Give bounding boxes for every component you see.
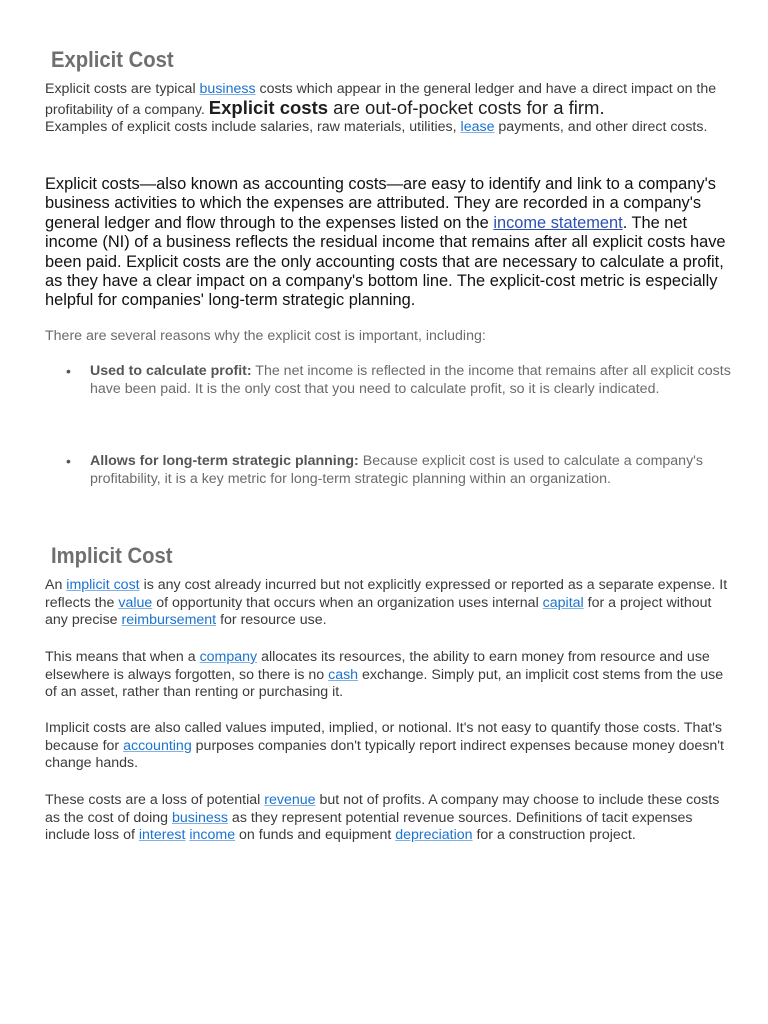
text-run: for resource use. <box>216 612 327 629</box>
link-cash[interactable]: cash <box>328 666 359 683</box>
implicit-revenue-paragraph <box>45 792 735 845</box>
link-revenue[interactable]: revenue <box>264 792 316 808</box>
explicit-intro-paragraph <box>45 81 735 137</box>
text-run: exchange. Simply put, an implicit cost stems from the use of an asset, rather than renting or purchasing it. <box>45 666 724 701</box>
link-depreciation[interactable]: depreciation <box>395 827 473 844</box>
bullet-text: Because explicit cost is used to calculate a company's profitability, it is a key metric for long-term strategic planning within an organization. <box>90 453 703 487</box>
text-run: but not of profits. A company may choose to include these costs as the cost of doing <box>45 792 720 826</box>
link-value[interactable]: value <box>118 594 153 611</box>
link-company[interactable]: company <box>199 649 258 665</box>
link-business[interactable]: business <box>199 81 256 97</box>
explicit-reasons-list-2 <box>45 453 735 488</box>
text-run: is any cost already incurred but not explicitly expressed or reported as a separate expense. It reflects the <box>45 577 728 611</box>
bullet-title: Allows for long-term strategic planning: <box>90 453 359 469</box>
link-reimbursement[interactable]: reimbursement <box>121 612 217 629</box>
link-accounting[interactable]: accounting <box>123 737 192 754</box>
explicit-costs-emphasis: Explicit costs <box>208 96 329 118</box>
implicit-resources-paragraph <box>45 649 735 702</box>
implicit-definition-paragraph <box>45 577 735 630</box>
link-interest[interactable]: interest <box>138 827 186 844</box>
text-run: for a project without any precise <box>45 594 712 629</box>
explicit-reasons-intro: There are several reasons why the explicit cost is important, including: <box>45 328 486 344</box>
link-implicit-cost[interactable]: implicit cost <box>66 577 140 593</box>
text-run: of opportunity that occurs when an organization uses internal <box>152 594 543 611</box>
bullet-text: The net income is reflected in the income that remains after all explicit costs have been paid. It is the only cost that you need to calculate profit, so it is clearly indicated. <box>90 363 731 397</box>
text-run: are out-of-pocket costs for a firm. <box>328 96 605 118</box>
text-run: purposes companies don't typically report indirect expenses because money doesn't change hands. <box>45 737 724 772</box>
text-run: Examples of explicit costs include salaries, raw materials, utilities, <box>45 119 461 136</box>
text-run: Implicit costs are also called values imputed, implied, or notional. It's not easy to quantify those costs. That's because for <box>45 720 723 754</box>
bullet-dot-icon: • <box>66 453 71 469</box>
link-capital[interactable]: capital <box>542 594 584 611</box>
link-lease[interactable]: lease <box>460 119 495 136</box>
text-run: Explicit costs are typical <box>45 81 200 97</box>
explicit-cost-heading: Explicit Cost <box>51 47 174 72</box>
explicit-accounting-paragraph <box>45 175 735 311</box>
bullet-title: Used to calculate profit: <box>90 363 252 379</box>
link-business-2[interactable]: business <box>171 809 228 826</box>
text-run: Explicit costs—also known as accounting costs—are easy to identify and link to a company's business activities to which the expenses are attributed. They are recorded in a company's general ledger and flow through to the expenses listed on the <box>45 175 716 232</box>
list-item <box>45 453 735 488</box>
link-income[interactable]: income <box>189 827 236 844</box>
text-run: allocates its resources, the ability to earn money from resource and use elsewhere is always forgotten, so there is no <box>45 649 710 683</box>
text-run: on funds and equipment <box>235 827 396 844</box>
text-run: This means that when a <box>45 649 200 665</box>
text-run: costs which appear in the general ledger and have a direct impact on the profitability of a company. <box>45 81 717 118</box>
explicit-reasons-list <box>45 363 735 398</box>
text-run: . The net income (NI) of a business reflects the residual income that remains after all explicit costs have been paid. Explicit costs are the only accounting costs that are necessary to calculate a profit, as they have a clear impact on a company's bottom line. The explicit-cost metric is especially helpful for companies' long-term strategic planning. <box>45 213 726 310</box>
text-run: payments, and other direct costs. <box>494 119 708 136</box>
text-run: as they represent potential revenue sources. Definitions of tacit expenses include loss of <box>45 809 693 844</box>
link-income-statement[interactable]: income statement <box>493 213 623 232</box>
text-run: for a construction project. <box>472 827 636 844</box>
implicit-cost-heading: Implicit Cost <box>51 543 173 568</box>
text-run: These costs are a loss of potential <box>45 792 265 808</box>
bullet-dot-icon: • <box>66 363 71 379</box>
implicit-notional-paragraph <box>45 720 735 773</box>
text-run: An <box>45 577 67 593</box>
list-item <box>45 363 735 398</box>
